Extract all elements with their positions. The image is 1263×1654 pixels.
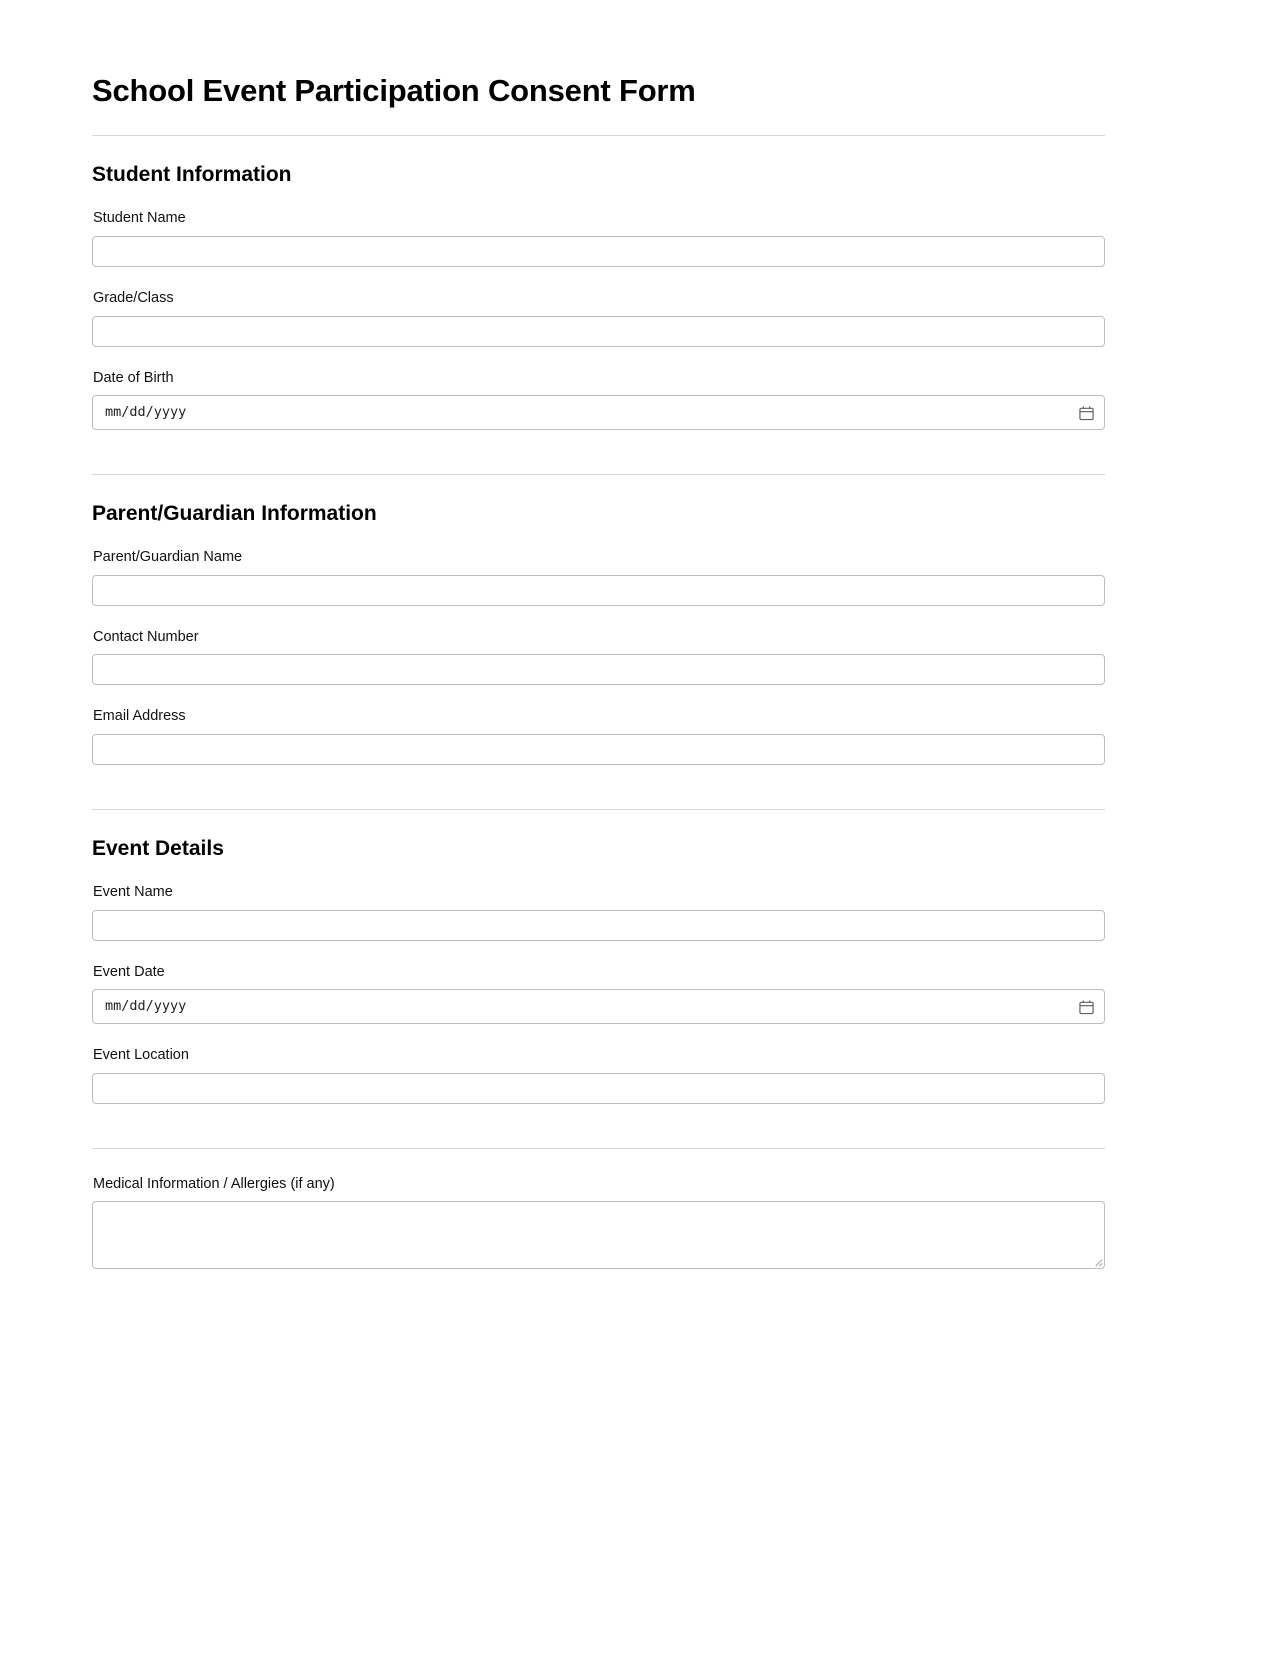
field-grade-class <box>92 289 1105 347</box>
label-grade-class: Grade/Class <box>93 289 174 306</box>
field-medical-information <box>92 1175 1105 1270</box>
field-event-date <box>92 963 1105 1025</box>
label-contact-number: Contact Number <box>93 628 199 645</box>
spacer-3 <box>92 1130 1105 1148</box>
input-event-location[interactable] <box>92 1073 1105 1104</box>
label-medical-information: Medical Information / Allergies (if any) <box>93 1175 335 1192</box>
divider-student-section <box>92 474 1105 475</box>
divider-parent-section <box>92 809 1105 810</box>
field-event-location <box>92 1046 1105 1104</box>
date-of-birth-placeholder: mm/dd/yyyy <box>105 404 187 421</box>
section-student-information <box>92 162 1105 430</box>
label-parent-guardian-name: Parent/Guardian Name <box>93 549 243 566</box>
input-event-date[interactable] <box>92 989 1105 1024</box>
field-event-name <box>92 883 1105 941</box>
input-grade-class[interactable] <box>92 316 1105 347</box>
label-email-address: Email Address <box>93 708 186 725</box>
spacer-1 <box>92 456 1105 474</box>
label-event-name: Event Name <box>93 884 173 901</box>
field-student-name <box>92 209 1105 267</box>
calendar-icon[interactable] <box>1079 405 1094 420</box>
divider-title <box>92 135 1105 136</box>
date-of-birth-row <box>92 395 1105 430</box>
input-email-address[interactable] <box>92 734 1105 765</box>
event-date-row <box>92 989 1105 1024</box>
divider-event-section <box>92 1148 1105 1149</box>
page-title: School Event Participation Consent Form <box>92 73 696 108</box>
input-date-of-birth[interactable] <box>92 395 1105 430</box>
label-student-name: Student Name <box>93 210 186 227</box>
input-parent-guardian-name[interactable] <box>92 575 1105 606</box>
spacer-2 <box>92 791 1105 809</box>
label-event-location: Event Location <box>93 1047 189 1064</box>
event-date-placeholder: mm/dd/yyyy <box>105 998 187 1015</box>
section-parent-guardian-information <box>92 501 1105 765</box>
label-date-of-birth: Date of Birth <box>93 369 174 386</box>
medical-information-wrap <box>92 1201 1105 1269</box>
field-date-of-birth <box>92 369 1105 431</box>
input-event-name[interactable] <box>92 910 1105 941</box>
input-medical-information[interactable] <box>92 1201 1105 1269</box>
section-heading-student-information: Student Information <box>92 163 292 187</box>
input-student-name[interactable] <box>92 236 1105 267</box>
field-contact-number <box>92 628 1105 686</box>
input-contact-number[interactable] <box>92 654 1105 685</box>
section-medical-information <box>92 1175 1105 1270</box>
label-event-date: Event Date <box>93 963 165 980</box>
section-heading-event-details: Event Details <box>92 836 224 860</box>
field-email-address <box>92 707 1105 765</box>
calendar-icon[interactable] <box>1079 999 1094 1014</box>
section-event-details <box>92 836 1105 1104</box>
field-parent-guardian-name <box>92 548 1105 606</box>
section-heading-parent-guardian-information: Parent/Guardian Information <box>92 502 377 526</box>
